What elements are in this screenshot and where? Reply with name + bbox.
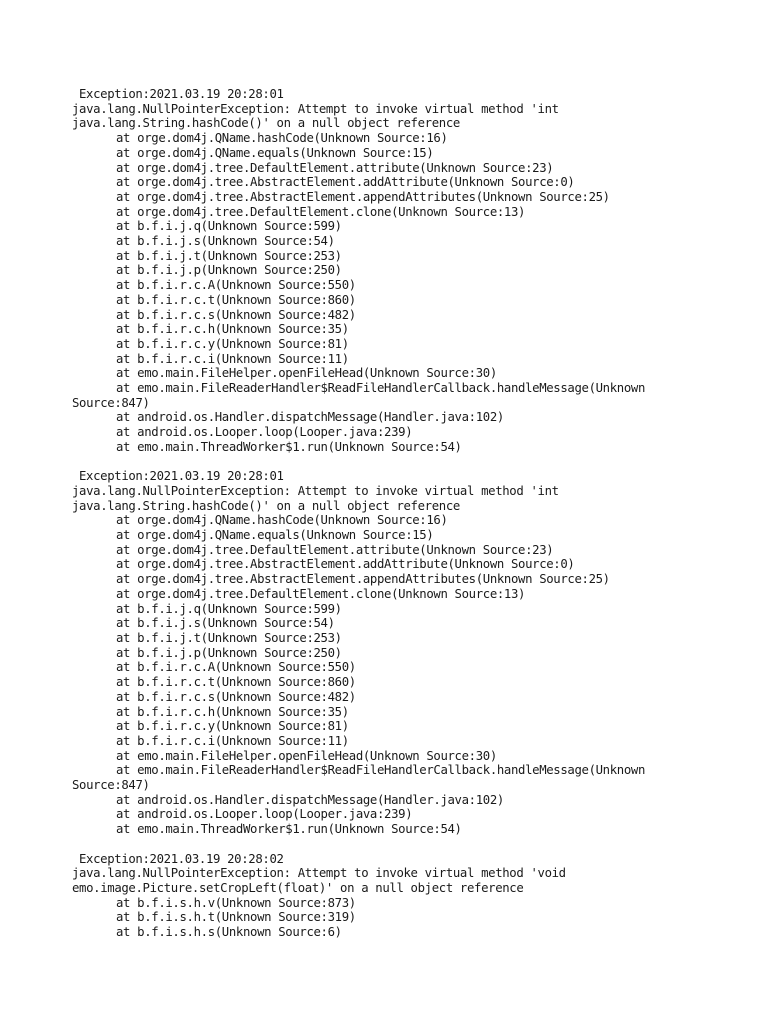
stack-frame-line: at b.f.i.j.q(Unknown Source:599) [116, 219, 342, 234]
stack-frame-line: at b.f.i.j.p(Unknown Source:250) [116, 263, 342, 278]
stack-frame-line: at orge.dom4j.QName.equals(Unknown Source:15) [116, 528, 434, 543]
stack-frame-line: at b.f.i.s.h.v(Unknown Source:873) [116, 895, 356, 910]
stack-frame-line: at emo.main.FileReaderHandler$ReadFileHandlerCallback.handleMessage(Unknown [116, 381, 646, 396]
stack-frame-line: at orge.dom4j.tree.AbstractElement.addAttribute(Unknown Source:0) [116, 557, 575, 572]
exception-timestamp-header: Exception:2021.03.19 20:28:01 [79, 87, 284, 101]
stack-frame-wrap-line: Source:847) [72, 395, 150, 410]
stack-frame-line: at b.f.i.j.s(Unknown Source:54) [116, 234, 335, 249]
stack-frame-line: at android.os.Handler.dispatchMessage(Handler.java:102) [116, 792, 504, 807]
stack-frame-line: at orge.dom4j.tree.DefaultElement.clone(Unknown Source:13) [116, 204, 526, 219]
stack-frame-line: at b.f.i.s.h.t(Unknown Source:319) [116, 910, 356, 925]
stack-frame-line: at orge.dom4j.tree.AbstractElement.appendAttributes(Unknown Source:25) [116, 572, 610, 587]
exception-block [72, 469, 692, 837]
stack-frame-line: at emo.main.FileHelper.openFileHead(Unknown Source:30) [116, 366, 497, 381]
stack-frame-line: at b.f.i.j.t(Unknown Source:253) [116, 248, 342, 263]
stack-frame-wrap-line: Source:847) [72, 778, 150, 793]
stack-frame-line: at orge.dom4j.tree.AbstractElement.appendAttributes(Unknown Source:25) [116, 189, 610, 204]
stack-frame-line: at b.f.i.r.c.s(Unknown Source:482) [116, 307, 356, 322]
stack-frame-line: at emo.main.ThreadWorker$1.run(Unknown Source:54) [116, 822, 462, 837]
stack-frame-line: at orge.dom4j.tree.AbstractElement.addAttribute(Unknown Source:0) [116, 175, 575, 190]
stack-frame-line: at b.f.i.r.c.t(Unknown Source:860) [116, 292, 356, 307]
stack-frame-line: at b.f.i.r.c.A(Unknown Source:550) [116, 278, 356, 293]
stack-frame-line: at android.os.Handler.dispatchMessage(Handler.java:102) [116, 410, 504, 425]
exception-block [72, 87, 692, 455]
stack-frame-line: at b.f.i.j.q(Unknown Source:599) [116, 601, 342, 616]
stack-frame-line: at b.f.i.r.c.i(Unknown Source:11) [116, 733, 349, 748]
exception-timestamp-header: Exception:2021.03.19 20:28:01 [79, 469, 284, 484]
stack-frame-line: at orge.dom4j.QName.hashCode(Unknown Source:16) [116, 131, 448, 146]
exception-message-line: java.lang.NullPointerException: Attempt to invoke virtual method 'int [72, 483, 559, 498]
stack-frame-line: at b.f.i.r.c.i(Unknown Source:11) [116, 351, 349, 366]
stack-frame-line: at android.os.Looper.loop(Looper.java:239) [116, 425, 413, 440]
stack-frame-line: at b.f.i.r.c.A(Unknown Source:550) [116, 660, 356, 675]
exception-message-line: java.lang.String.hashCode()' on a null object reference [72, 116, 460, 131]
stack-frame-line: at b.f.i.r.c.t(Unknown Source:860) [116, 675, 356, 690]
stack-frame-line: at emo.main.FileReaderHandler$ReadFileHandlerCallback.handleMessage(Unknown [116, 763, 646, 778]
stack-frame-line: at b.f.i.j.t(Unknown Source:253) [116, 631, 342, 645]
stack-frame-line: at b.f.i.r.c.y(Unknown Source:81) [116, 719, 349, 734]
stack-frame-line: at orge.dom4j.tree.DefaultElement.attribute(Unknown Source:23) [116, 160, 554, 175]
stack-frame-line: at orge.dom4j.tree.DefaultElement.clone(Unknown Source:13) [116, 586, 526, 601]
stack-frame-line: at orge.dom4j.tree.DefaultElement.attribute(Unknown Source:23) [116, 542, 554, 557]
stack-frame-line: at b.f.i.j.p(Unknown Source:250) [116, 645, 342, 660]
stack-frame-line: at emo.main.FileHelper.openFileHead(Unknown Source:30) [116, 748, 497, 763]
stack-frame-line: at b.f.i.s.h.s(Unknown Source:6) [116, 925, 342, 940]
exception-log-document [72, 87, 692, 954]
exception-message-line: java.lang.String.hashCode()' on a null object reference [72, 498, 460, 513]
stack-frame-line: at emo.main.ThreadWorker$1.run(Unknown Source:54) [116, 439, 462, 454]
stack-frame-line: at b.f.i.r.c.h(Unknown Source:35) [116, 704, 349, 719]
stack-frame-line: at orge.dom4j.QName.equals(Unknown Source:15) [116, 145, 434, 160]
exception-message-line: emo.image.Picture.setCropLeft(float)' on a null object reference [72, 880, 524, 895]
exception-message-line: java.lang.NullPointerException: Attempt to invoke virtual method 'int [72, 101, 559, 116]
stack-frame-line: at android.os.Looper.loop(Looper.java:239) [116, 807, 413, 822]
stack-frame-line: at orge.dom4j.QName.hashCode(Unknown Source:16) [116, 513, 448, 528]
exception-message-line: java.lang.NullPointerException: Attempt to invoke virtual method 'void [72, 866, 566, 881]
stack-frame-line: at b.f.i.r.c.h(Unknown Source:35) [116, 322, 349, 337]
exception-block [72, 852, 692, 940]
stack-frame-line: at b.f.i.r.c.s(Unknown Source:482) [116, 689, 356, 704]
stack-frame-line: at b.f.i.j.s(Unknown Source:54) [116, 616, 335, 631]
stack-frame-line: at b.f.i.r.c.y(Unknown Source:81) [116, 336, 349, 351]
exception-timestamp-header: Exception:2021.03.19 20:28:02 [79, 851, 284, 866]
